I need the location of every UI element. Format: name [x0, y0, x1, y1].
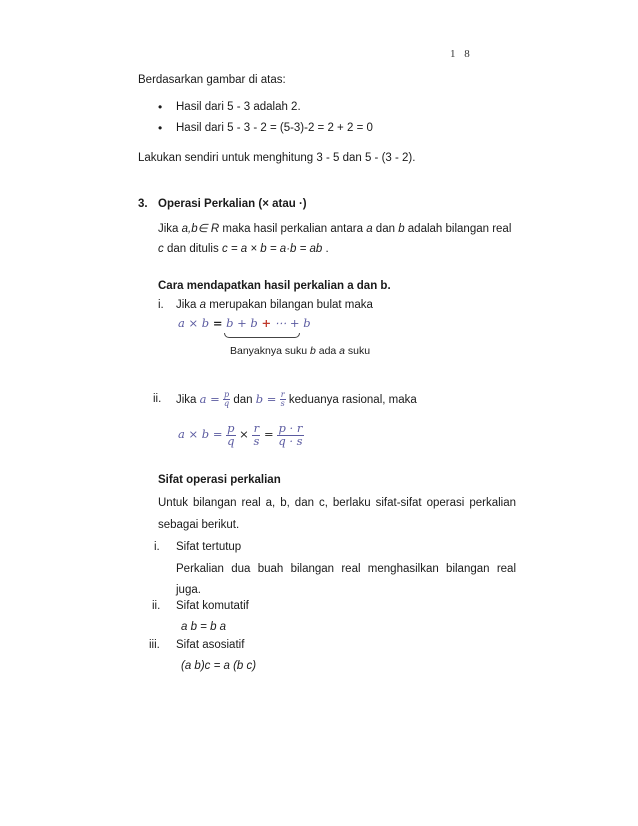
- underbrace: [224, 333, 300, 338]
- sifat-intro-line-2: sebagai berikut.: [158, 519, 240, 531]
- cara-heading: Cara mendapatkan hasil perkalian a dan b.: [158, 280, 391, 292]
- section-number: 3.: [138, 198, 148, 210]
- sifat-item-label: iii.: [149, 639, 160, 651]
- exercise-text: Lakukan sendiri untuk menghitung 3 - 5 dan 5 - (3 - 2).: [138, 152, 416, 164]
- bullet-icon: •: [158, 121, 163, 135]
- cara-ii-formula: a × b = $\frac{p}{q}$ × $\frac{r}{s}$ = $\frac{p \cdot r}{q \cdot s}$: [178, 421, 303, 448]
- sifat-item-title: Sifat komutatif: [176, 600, 249, 612]
- page-number: 1 8: [450, 48, 473, 60]
- sifat-item-formula: (a b)c = a (b c): [181, 660, 257, 672]
- bullet-item-2: Hasil dari 5 - 3 - 2 = (5-3)-2 = 2 + 2 = 0: [176, 122, 373, 134]
- sifat-item-label: ii.: [152, 600, 161, 612]
- fraction-p-q: $\frac{p}{q}$: [224, 390, 230, 409]
- sifat-item-desc-line-2: juga.: [176, 584, 201, 596]
- sifat-item-title: Sifat asosiatif: [176, 639, 245, 651]
- sifat-item-desc-line-1: Perkalian dua buah bilangan real menghasilkan bilangan real: [176, 563, 516, 575]
- section-title: Operasi Perkalian (× atau ·): [158, 198, 307, 210]
- cara-i-text: Jika a merupakan bilangan bulat maka: [176, 299, 373, 311]
- sifat-item-formula: a b = b a: [181, 621, 227, 633]
- intro-text: Berdasarkan gambar di atas:: [138, 74, 286, 86]
- sifat-item-title: Sifat tertutup: [176, 541, 242, 553]
- bullet-icon: •: [158, 100, 163, 114]
- fraction-r-s: $\frac{r}{s}$: [280, 390, 285, 409]
- brace-caption: Banyaknya suku b ada a suku: [230, 345, 371, 357]
- definition-line-2: c dan ditulis c = a × b = a·b = ab .: [158, 243, 329, 255]
- cara-ii-text: Jika a = $\frac{p}{q}$ dan b = $\frac{r}{s}$ keduanya rasional, maka: [176, 390, 417, 409]
- sifat-intro-line-1: Untuk bilangan real a, b, dan c, berlaku sifat-sifat operasi perkalian: [158, 497, 516, 509]
- sifat-item-label: i.: [154, 541, 160, 553]
- cara-ii-label: ii.: [153, 393, 162, 405]
- bullet-item-1: Hasil dari 5 - 3 adalah 2.: [176, 101, 301, 113]
- definition-line-1: Jika a,b∈ R maka hasil perkalian antara a dan b adalah bilangan real: [158, 223, 512, 235]
- sifat-heading: Sifat operasi perkalian: [158, 474, 281, 486]
- cara-i-label: i.: [158, 299, 164, 311]
- cara-i-formula: a × b = b + b + ⋯ + b: [178, 316, 311, 330]
